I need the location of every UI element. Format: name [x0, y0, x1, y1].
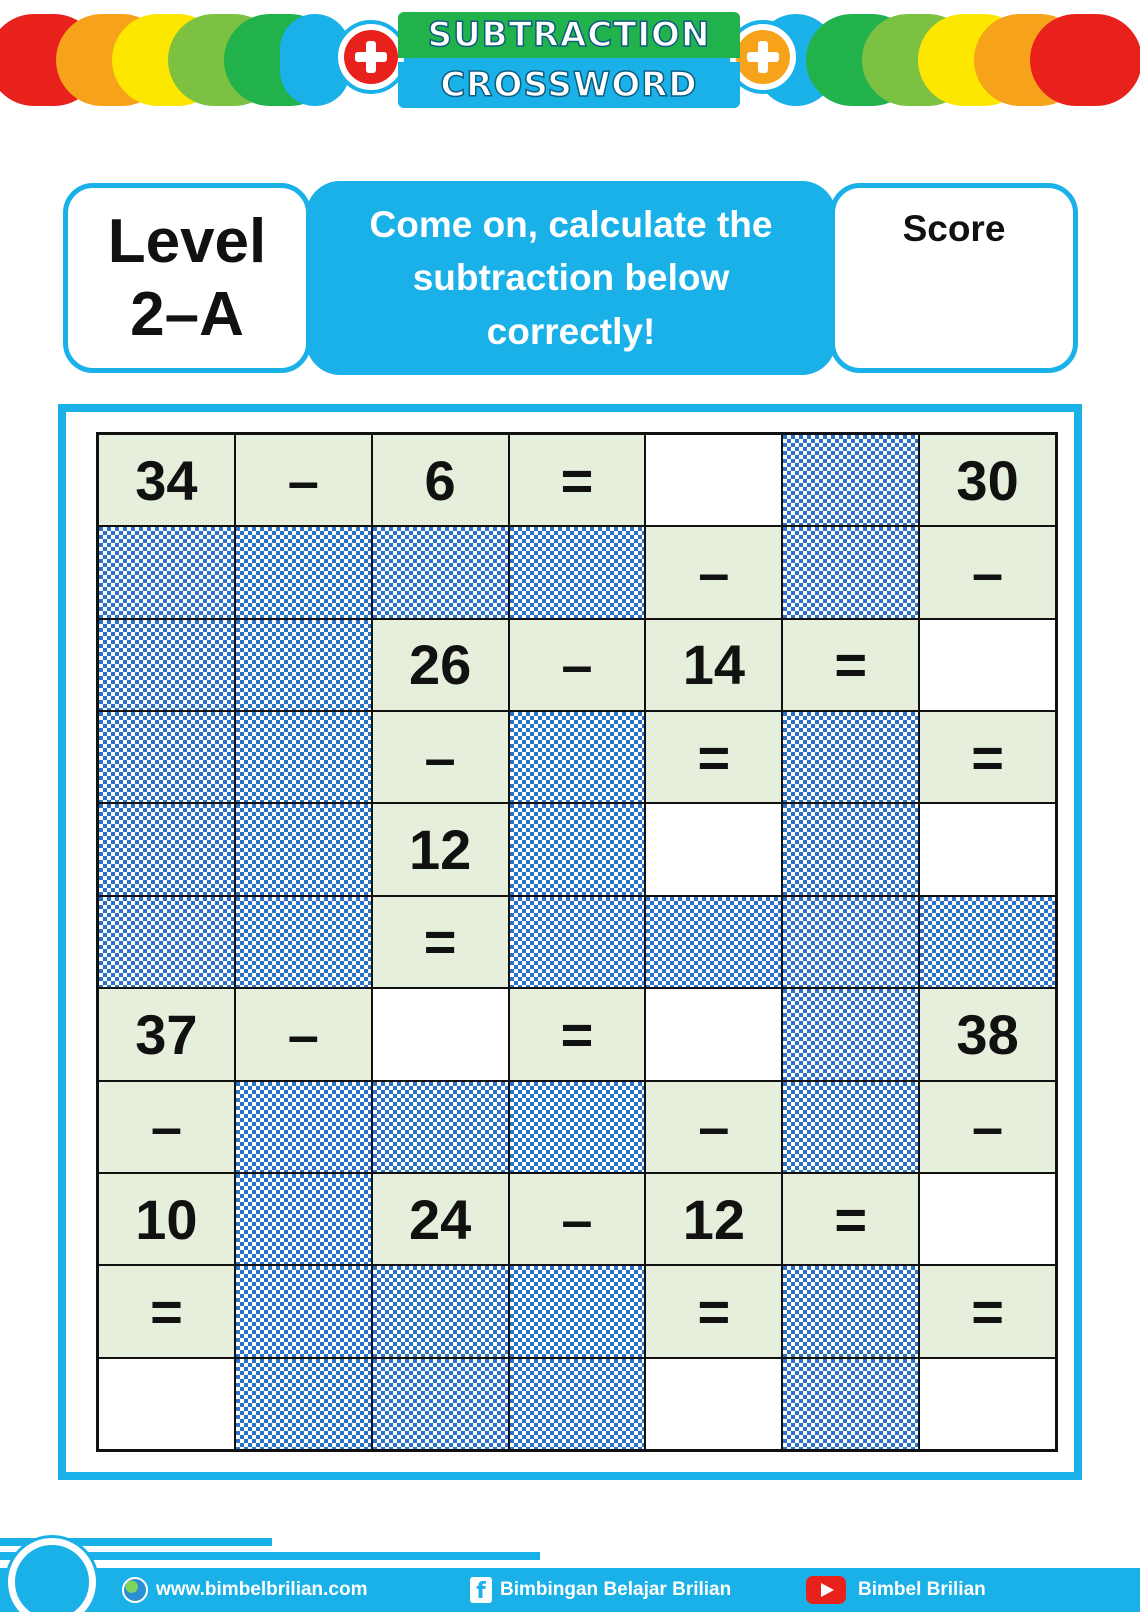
given-cell: = [98, 1265, 235, 1357]
blocked-cell [645, 896, 782, 988]
given-cell: 38 [919, 988, 1056, 1080]
facebook-icon: f [470, 1577, 492, 1603]
header-banner [0, 0, 1140, 110]
blocked-cell [509, 1081, 646, 1173]
banner-arc-red-right [1030, 14, 1140, 106]
level-value: 2–A [130, 280, 244, 349]
given-cell: – [235, 434, 372, 526]
blocked-cell [235, 711, 372, 803]
blocked-cell [782, 1081, 919, 1173]
footer-circle [8, 1538, 96, 1612]
answer-cell[interactable] [645, 1358, 782, 1450]
blocked-cell [782, 434, 919, 526]
given-cell: – [645, 526, 782, 618]
given-cell: 14 [645, 619, 782, 711]
blocked-cell [235, 1081, 372, 1173]
answer-cell[interactable] [919, 1173, 1056, 1265]
answer-cell[interactable] [645, 434, 782, 526]
blocked-cell [98, 619, 235, 711]
blocked-cell [509, 1358, 646, 1450]
footer-website[interactable] [122, 1574, 368, 1606]
blocked-cell [372, 526, 509, 618]
answer-cell[interactable] [919, 1358, 1056, 1450]
blocked-cell [919, 896, 1056, 988]
given-cell: 30 [919, 434, 1056, 526]
given-cell: – [372, 711, 509, 803]
given-cell: = [645, 711, 782, 803]
blocked-cell [235, 1358, 372, 1450]
given-cell: – [235, 988, 372, 1080]
given-cell: – [919, 1081, 1056, 1173]
blocked-cell [782, 1358, 919, 1450]
given-cell: = [509, 434, 646, 526]
blocked-cell [509, 526, 646, 618]
answer-cell[interactable] [98, 1358, 235, 1450]
blocked-cell [372, 1265, 509, 1357]
given-cell: 24 [372, 1173, 509, 1265]
blocked-cell [782, 988, 919, 1080]
facebook-link[interactable]: Bimbingan Belajar Brilian [500, 1579, 732, 1600]
plus-icon [736, 30, 790, 84]
given-cell: 12 [645, 1173, 782, 1265]
given-cell: = [782, 1173, 919, 1265]
blocked-cell [235, 803, 372, 895]
globe-icon [122, 1577, 148, 1603]
blocked-cell [782, 711, 919, 803]
title-line-1: SUBTRACTION [398, 12, 740, 58]
puzzle-frame [58, 404, 1082, 1480]
given-cell: = [782, 619, 919, 711]
given-cell: 10 [98, 1173, 235, 1265]
blocked-cell [98, 896, 235, 988]
given-cell: – [509, 619, 646, 711]
plus-badge-left [334, 20, 408, 94]
blocked-cell [509, 803, 646, 895]
blocked-cell [235, 526, 372, 618]
answer-cell[interactable] [919, 619, 1056, 711]
blocked-cell [509, 896, 646, 988]
score-label: Score [902, 208, 1006, 249]
footer-facebook[interactable] [470, 1574, 731, 1606]
given-cell: 34 [98, 434, 235, 526]
given-cell: = [645, 1265, 782, 1357]
given-cell: – [509, 1173, 646, 1265]
plus-icon [344, 30, 398, 84]
level-label: Level [107, 206, 267, 276]
given-cell: = [919, 1265, 1056, 1357]
blocked-cell [98, 711, 235, 803]
answer-cell[interactable] [645, 803, 782, 895]
title-line-2: CROSSWORD [398, 62, 740, 108]
blocked-cell [782, 1265, 919, 1357]
blocked-cell [782, 526, 919, 618]
blocked-cell [372, 1081, 509, 1173]
given-cell: 26 [372, 619, 509, 711]
blocked-cell [98, 526, 235, 618]
blocked-cell [235, 1265, 372, 1357]
given-cell: – [645, 1081, 782, 1173]
youtube-link[interactable]: Bimbel Brilian [858, 1579, 986, 1600]
blocked-cell [782, 896, 919, 988]
given-cell: = [919, 711, 1056, 803]
blocked-cell [235, 1173, 372, 1265]
answer-cell[interactable] [645, 988, 782, 1080]
given-cell: 37 [98, 988, 235, 1080]
footer-youtube[interactable] [806, 1574, 986, 1606]
crossword-grid [96, 432, 1058, 1452]
answer-cell[interactable] [919, 803, 1056, 895]
blocked-cell [509, 1265, 646, 1357]
given-cell: – [98, 1081, 235, 1173]
instruction-box [306, 181, 836, 375]
given-cell: 6 [372, 434, 509, 526]
blocked-cell [235, 896, 372, 988]
given-cell: = [372, 896, 509, 988]
given-cell: = [509, 988, 646, 1080]
blocked-cell [235, 619, 372, 711]
youtube-icon [806, 1576, 846, 1604]
given-cell: – [919, 526, 1056, 618]
instruction-text: Come on, calculate the subtraction below correctly! [369, 203, 773, 352]
website-link[interactable]: www.bimbelbrilian.com [156, 1579, 368, 1600]
score-box[interactable] [830, 183, 1078, 373]
level-box [63, 183, 311, 373]
blocked-cell [509, 711, 646, 803]
answer-cell[interactable] [372, 988, 509, 1080]
blocked-cell [98, 803, 235, 895]
blocked-cell [782, 803, 919, 895]
blocked-cell [372, 1358, 509, 1450]
given-cell: 12 [372, 803, 509, 895]
